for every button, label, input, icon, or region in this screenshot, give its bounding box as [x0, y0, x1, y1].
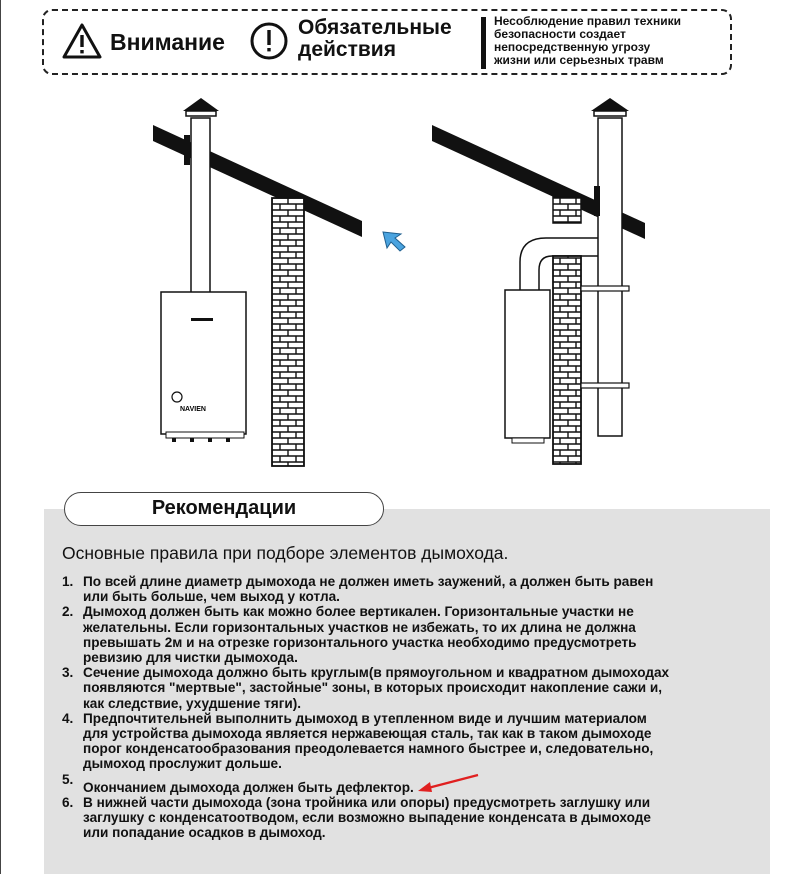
warning-label: Внимание: [110, 29, 225, 55]
list-item: 1. По всей длине диаметр дымохода не должен иметь заужений, а должен быть равен или быть больше, чем выход у котла.: [62, 574, 654, 605]
safety-banner: [42, 9, 732, 75]
list-item: 3. Сечение дымохода должно быть круглым(в прямоугольном и квадратном дымоходах появляются "мертвые", застойные" зоны, в которых происходит накопление сажи и, как следствие, ухудшение тяги).: [62, 665, 670, 711]
pipe-clamp: [581, 286, 629, 291]
section-title: Основные правила при подборе элементов дымохода.: [62, 543, 509, 563]
brick-wall: [272, 198, 304, 466]
correct-chimney-diagram: [153, 98, 362, 466]
recommendations-tab: Рекомендации: [64, 492, 384, 526]
brick-wall-right: [553, 256, 581, 464]
mandatory-action-icon: [249, 21, 289, 61]
deflector-cap: [183, 98, 219, 111]
chimney-installation-illustration: [0, 90, 792, 485]
warning-description: Несоблюдение правил техники безопасности создает непосредственную угрозу жизни или серьезных травм: [494, 14, 681, 67]
incorrect-chimney-diagram: [432, 98, 645, 464]
boiler-unit-right: [505, 290, 550, 438]
roof-collar: [184, 135, 190, 165]
warning-triangle-icon: [62, 23, 102, 59]
list-item: 5. Окончанием дымохода должен быть дефлектор.: [62, 772, 752, 795]
boiler-brand-label: NAVIEN: [180, 406, 206, 413]
deflector-cap-right: [591, 98, 629, 111]
pipe-clamp: [581, 383, 629, 388]
banner-divider: [481, 17, 486, 69]
flue-pipe: [191, 118, 210, 294]
list-item: 2. Дымоход должен быть как можно более вертикален. Горизонтальные участки не желательны. Если горизонтальных участков не избежать, то их длина не должна превышать 2м и на отрезке горизонтального участка необходимо предусмотреть ревизию для чистки дымохода.: [62, 604, 637, 666]
cursor-arrow-icon: [383, 232, 405, 251]
mandatory-actions-label: Обязательные действия: [298, 16, 452, 61]
list-item: 4. Предпочтительней выполнить дымоход в утепленном виде и лучшим материалом для устройства дымохода является нержавеющая сталь, так как в таком дымоходе порог конденсатообразования преодолевается намного быстрее и, следовательно, дымоход прослужит дольше.: [62, 710, 654, 772]
red-pointer-arrow-icon: [416, 772, 482, 794]
list-item: 6. В нижней части дымохода (зона тройника или опоры) предусмотреть заглушку или заглушку с конденсатоотводом, если возможно выпадение конденсата в дымоходе или попадание осадков в дымоход.: [62, 794, 651, 841]
chimney-rules-list: [62, 574, 752, 840]
